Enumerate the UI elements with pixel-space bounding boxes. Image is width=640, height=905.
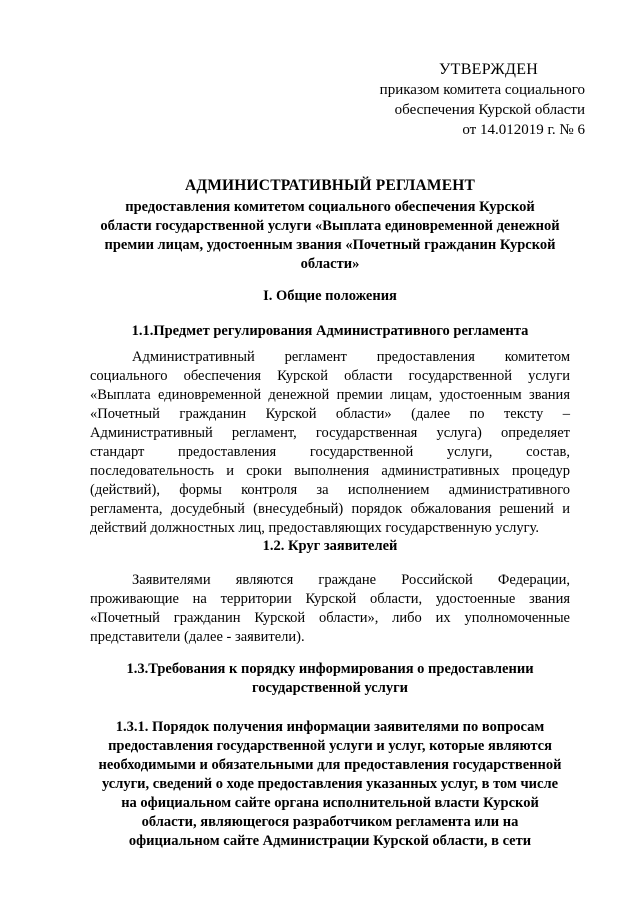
document-title (90, 176, 570, 274)
paragraph-line: предоставления государственной услуги и услуг, которые являются (108, 738, 552, 754)
section-1-1-paragraph (90, 348, 570, 538)
paragraph-line: действий должностных лиц, предоставляющих государственную услугу. (90, 520, 539, 536)
paragraph-line: области, являющегося разработчиком регламента или на (141, 814, 519, 830)
approval-heading: УТВЕРЖДЕН (439, 61, 539, 78)
paragraph-line: услуги, сведений о ходе предоставления указанных услуг, в том числе (101, 776, 559, 792)
section-1-heading: I. Общие положения (263, 288, 397, 304)
section-1-3-heading (90, 660, 570, 698)
paragraph-line: Заявителями являются граждане Российской Федерации, (132, 572, 570, 588)
approval-line: обеспечения Курской области (394, 102, 585, 118)
paragraph-line: «Выплата единовременной денежной премии лицам, удостоенным звания (90, 387, 570, 403)
paragraph-line: социального обеспечения Курской области государственной услуги (90, 368, 570, 384)
title-sub-line: предоставления комитетом социального обеспечения Курской (125, 199, 535, 215)
paragraph-line: последовательность и сроки выполнения административных процедур (90, 463, 570, 479)
approval-stamp (360, 60, 585, 140)
paragraph-line: 1.3.1. Порядок получения информации заявителями по вопросам (115, 719, 545, 735)
section-1-2-heading: 1.2. Круг заявителей (262, 538, 398, 554)
section-1-2-paragraph (90, 571, 570, 647)
paragraph-line: Административный регламент, государственная услуга) определяет (90, 425, 570, 441)
paragraph-line: стандарт предоставления государственной услуги, состав, (90, 444, 570, 460)
paragraph-line: Административный регламент предоставления комитетом (132, 349, 570, 365)
paragraph-line: «Почетный гражданин Курской области» (далее по тексту – (90, 406, 570, 422)
paragraph-line: официальном сайте Администрации Курской области, в сети (128, 833, 532, 849)
title-sub-line: области государственной услуги «Выплата единовременной денежной (100, 218, 560, 234)
paragraph-line: (действий), формы контроля за исполнением административного (90, 482, 570, 498)
paragraph-line: проживающие на территории Курской области, удостоенные звания (90, 591, 570, 607)
title-sub-line: области» (300, 256, 360, 272)
paragraph-line: на официальном сайте органа исполнительной власти Курской (121, 795, 539, 811)
approval-line: приказом комитета социального (379, 82, 585, 98)
section-1-1-heading: 1.1.Предмет регулирования Административного регламента (131, 323, 529, 339)
section-1-3-1-paragraph (90, 718, 570, 851)
approval-line: от 14.012019 г. № 6 (462, 122, 585, 138)
heading-line: 1.3.Требования к порядку информирования о предоставлении (126, 661, 534, 677)
heading-line: государственной услуги (251, 680, 409, 696)
paragraph-line: регламента, досудебный (внесудебный) порядок обжалования решений и (90, 501, 570, 517)
title-subtitle (90, 198, 570, 274)
title-sub-line: премии лицам, удостоенным звания «Почетный гражданин Курской (104, 237, 556, 253)
paragraph-line: представители (далее - заявители). (90, 629, 305, 645)
paragraph-line: необходимыми и обязательными для предоставления государственной (98, 757, 562, 773)
paragraph-line: «Почетный гражданин Курской области», либо их уполномоченные (90, 610, 570, 626)
title-main: АДМИНИСТРАТИВНЫЙ РЕГЛАМЕНТ (184, 177, 476, 194)
